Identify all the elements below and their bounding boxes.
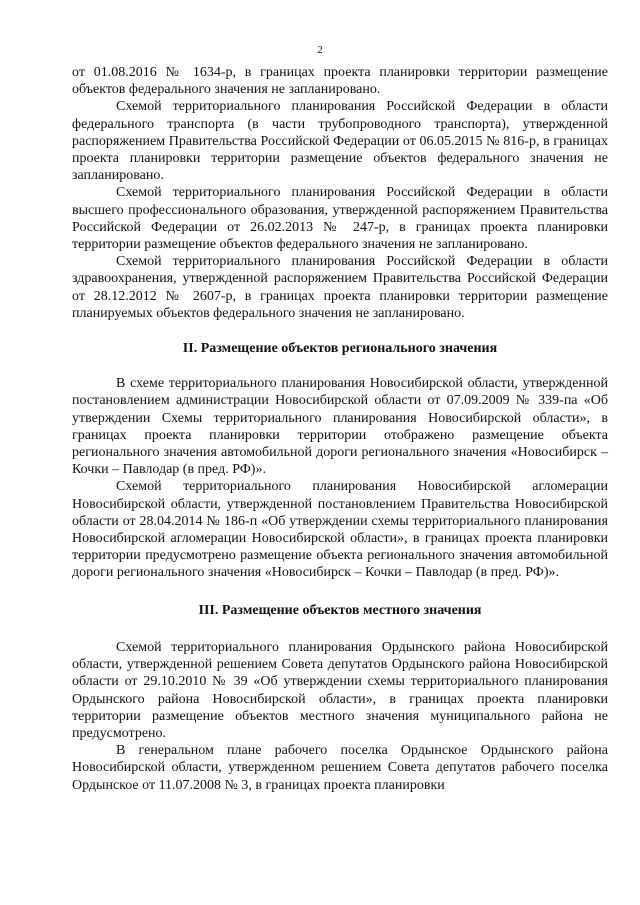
paragraph-agglomeration-scheme: Схемой территориального планирования Новосибирской агломерации Новосибирской области, утвержденной постановлением Правительства Новосибирской области от 28.04.2014 № 186-п «Об утверждении схемы территориального планирования Новосибирской агломерации Новосибирской области», в границах проекта планировки территории предусмотрено размещение объекта регионального значения автомобильной дороги регионального значения «Новосибирск – Кочки – Павлодар (в пред. РФ)». — [72, 479, 608, 581]
paragraph-regional-scheme: В схеме территориального планирования Новосибирской области, утвержденной постановлением администрации Новосибирской области от 07.09.2009 № 339-па «Об утверждении Схемы территориального планирования Новосибирской области», в границах проекта планировки территории отображено размещение объекта регионального значения автомобильной дороги регионального значения «Новосибирск – Кочки – Павлодар (в пред. РФ)». — [72, 376, 608, 478]
page-number: 2 — [317, 44, 323, 56]
section-heading-local: III. Размещение объектов местного значения — [198, 602, 482, 618]
paragraph-education-scheme: Схемой территориального планирования Российской Федерации в области высшего профессионального образования, утвержденной распоряжением Правительства Российской Федерации от 26.02.2013 № 247-р, в границах проекта планировки территории размещение объектов федерального значения не запланировано. — [72, 185, 608, 253]
paragraph-healthcare-scheme: Схемой территориального планирования Российской Федерации в области здравоохранения, утвержденной распоряжением Правительства Российской Федерации от 28.12.2012 № 2607-р, в границах проекта планировки территории размещение планируемых объектов федерального значения не запланировано. — [72, 254, 608, 321]
paragraph-transport-scheme: Схемой территориального планирования Российской Федерации в области федерального транспорта (в части трубопроводного транспорта), утвержденной распоряжением Правительства Российской Федерации от 06.05.2015 № 816-р, в границах проекта планировки территории размещение объектов федерального значения не запланировано. — [72, 99, 608, 184]
paragraph-general-plan: В генеральном плане рабочего поселка Ордынское Ордынского района Новосибирской области, утвержденном решением Совета депутатов рабочего поселка Ордынское от 11.07.2008 № 3, в границах проекта планировки — [72, 743, 608, 793]
paragraph-district-scheme: Схемой территориального планирования Ордынского района Новосибирской области, утвержденной решением Совета депутатов Ордынского района Новосибирской области от 29.10.2010 № 39 «Об утверждении схемы территориального планирования Ордынского района Новосибирской области», в границах проекта планировки территории размещение объектов местного значения муниципального района не предусмотрено. — [72, 639, 608, 741]
section-heading-regional: II. Размещение объектов регионального значения — [182, 341, 498, 357]
paragraph-continuation: от 01.08.2016 № 1634-р, в границах проекта планировки территории размещение объектов федерального значения не запланировано. — [72, 65, 608, 98]
document-body — [72, 64, 608, 794]
